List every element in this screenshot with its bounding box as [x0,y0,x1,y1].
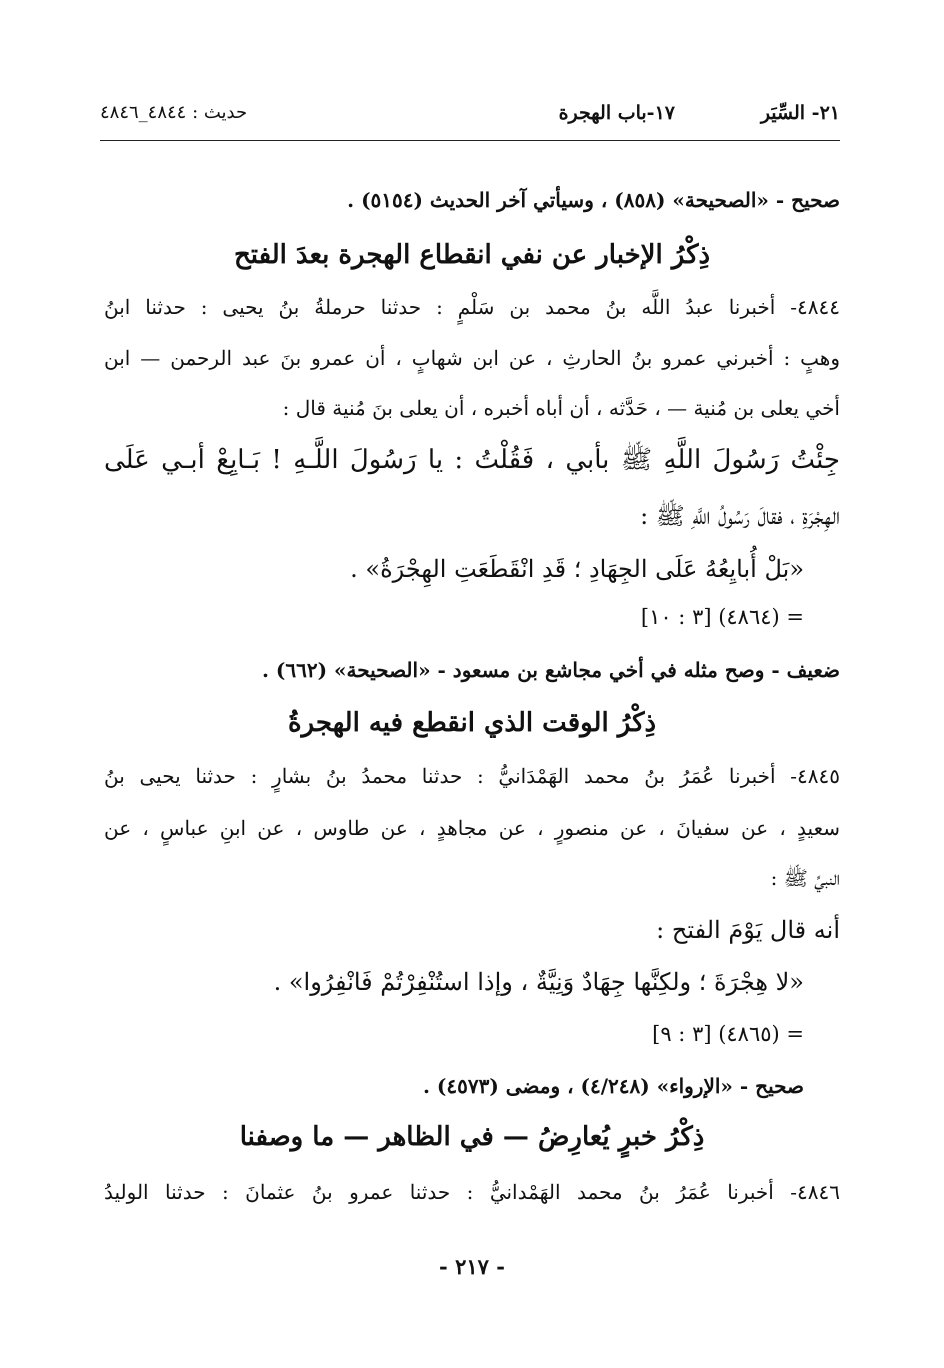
isnad-line: النبيِّ ﷺ : [770,866,840,890]
matn-line: الهِجْرَةِ ، فقالَ رَسُولُ اللَّهِ ﷺ : [640,502,840,530]
isnad-line: سعيدٍ ، عن سفيانَ ، عن منصورٍ ، عن مجاهدٍ ، عن طاوس ، عن ابنِ عباسٍ ، عن [104,816,840,840]
section-heading: ذِكْرُ خبرٍ يُعارِضُ — في الظاهر — ما وصفنا [239,1122,705,1152]
isnad-line: ٤٨٤٤- أخبرنا عبدُ اللَّه بنُ محمد بن سَلْمٍ : حدثنا حرملةُ بنُ يحيى : حدثنا ابنُ [104,295,840,319]
matn-quote: «بَلْ أُبايِعُهُ عَلَى الجِهَادِ ؛ قَدِ انْقَطَعَتِ الهِجْرَةُ» . [350,555,804,583]
cross-reference: = (٤٨٦٤) [٣ : ١٠] [640,605,804,629]
section-heading: ذِكْرُ الإخبار عن نفي انقطاع الهجرة بعدَ الفتح [233,240,711,270]
isnad-line: أخي يعلى بن مُنية — ، حَدَّثه ، أن أباه أخبره ، أن يعلى بنَ مُنية قال : [282,396,840,420]
matn-line: أنه قال يَوْمَ الفتح : [656,916,840,944]
grading-line: صحيح - «الإرواء» (٤/٢٤٨) ، ومضى (٤٥٧٣) . [422,1074,804,1098]
header-book-title: ٢١- السِّيَر [760,102,840,124]
header-hadith-range: حديث : ٤٨٤٤_٤٨٤٦ [100,102,248,123]
matn-quote: «لا هِجْرَةَ ؛ ولكِنَّها جِهَادٌ وَنِيَّةٌ ، وإذا استُنْفِرْتُمْ فَانْفِرُوا» . [273,968,804,996]
grading-line: ضعيف - وصح مثله في أخي مجاشع بن مسعود - «الصحيحة» (٦٦٢) . [261,658,840,682]
header-divider [100,140,840,141]
section-heading: ذِكْرُ الوقت الذي انقطع فيه الهجرةُ [287,708,657,738]
page-number: - ٢١٧ - [439,1254,505,1279]
matn-line: جِئْتُ رَسُولَ اللَّهِ ﷺ بأبي ، فَقُلْتُ : يا رَسُولَ اللَّـهِ ! بَـايِعْ أبـي عَلَى [104,445,840,475]
isnad-line: ٤٨٤٦- أخبرنا عُمَرُ بنُ محمد الهَمْدانيُّ : حدثنا عمرو بنُ عثمانَ : حدثنا الوليدُ [104,1180,840,1204]
grading-line: صحيح - «الصحيحة» (٨٥٨) ، وسيأتي آخر الحديث (٥١٥٤) . [347,188,840,212]
isnad-line: ٤٨٤٥- أخبرنا عُمَرُ بنُ محمد الهَمْدَانيُّ : حدثنا محمدُ بنُ بشارٍ : حدثنا يحيى بنُ [104,764,840,788]
running-header [100,102,840,136]
isnad-line: وهبٍ : أخبرني عمرو بنُ الحارثِ ، عن ابن شهابٍ ، أن عمرو بنَ عبد الرحمن — ابن [104,346,840,370]
header-chapter-title: ١٧-باب الهجرة [558,102,675,124]
cross-reference: = (٤٨٦٥) [٣ : ٩] [652,1022,804,1046]
